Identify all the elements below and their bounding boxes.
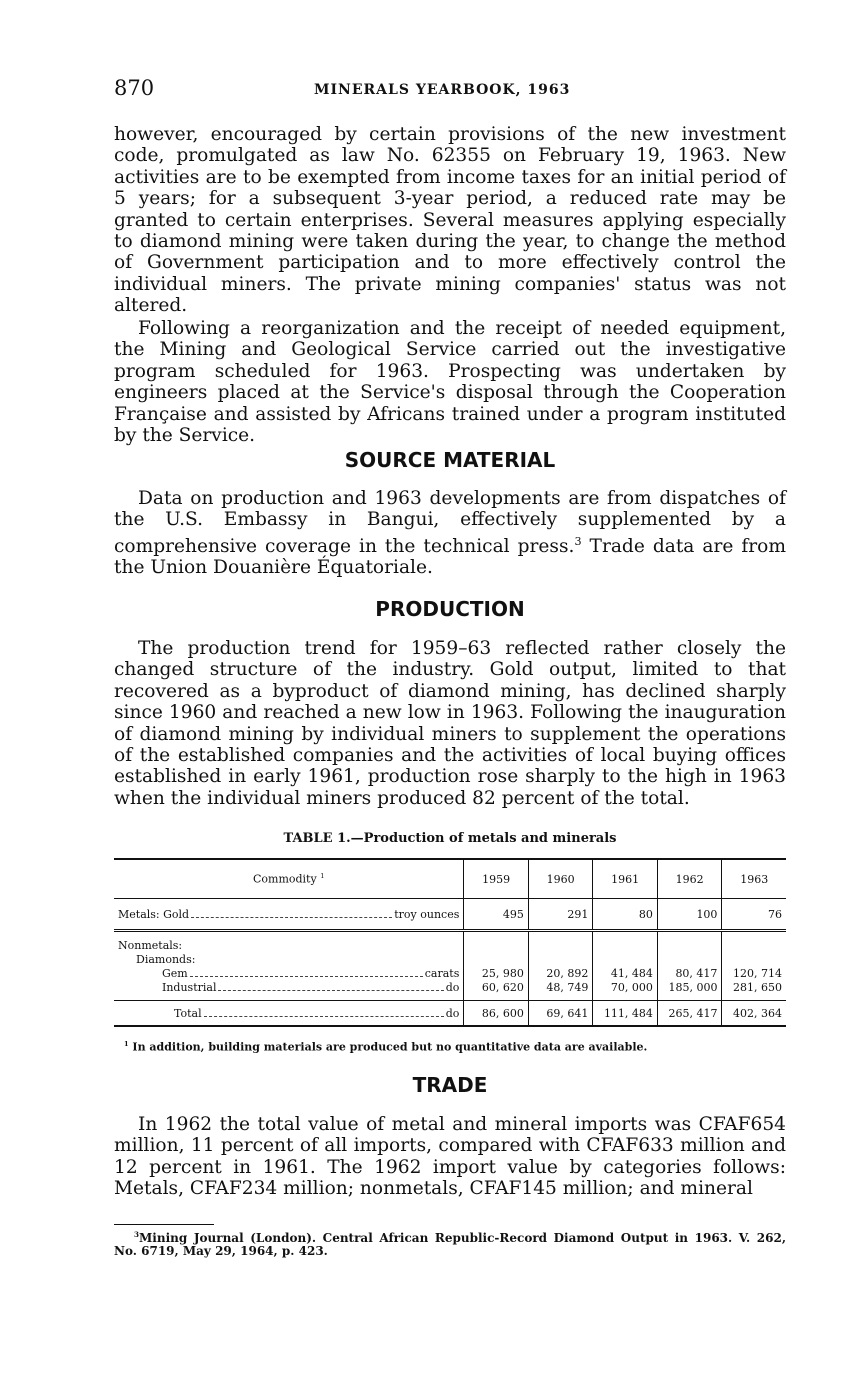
source-text-2: Trade data are from the Union Douanière Équatoriale. <box>114 536 786 579</box>
page-footnote: $^3$Mining Journal (London). Central African Republic-Record Diamond Output in 1963. V. 262, No. 6719, May 29, 1964, p. 423. <box>114 1230 786 1258</box>
paragraph-investment-code: however, encouraged by certain provisions of the new investment code, promulgated as law No. 62355 on February 19, 1963. New activities are to be exempted from income taxes for an initial period of 5 years; for a subsequent 3-year period, a reduced rate may be granted to certain enterprises. Several measures applying especially to diamond mining were taken during the year, to change the method of Government participation and to more effectively control the individual miners. The private mining companies' status was not altered. <box>114 124 786 317</box>
heading-production: PRODUCTION <box>375 597 525 621</box>
running-title: MINERALS YEARBOOK, 1963 <box>314 82 571 98</box>
paragraph-production: The production trend for 1959–63 reflected rather closely the changed structure of the industry. Gold output, limited to that recovered as a byproduct of diamond mining, has declined sharply since 1960 and reached a new low in 1963. Following the inauguration of diamond mining by individual miners to supplement the operations of the established companies and the activities of local buying offices established in early 1961, production rose sharply to the high in 1963 when the individual miners produced 82 percent of the total. <box>114 638 786 809</box>
page-number: 870 <box>114 76 155 100</box>
paragraph-mining-service: Following a reorganization and the receipt of needed equipment, the Mining and Geological Service carried out the investigative program scheduled for 1963. Prospecting was undertaken by engineers placed at the Service's disposal through the Cooperation Française and assisted by Africans trained under a program instituted by the Service. <box>114 318 786 447</box>
year-header: 1960 <box>528 859 593 899</box>
heading-source-material: SOURCE MATERIAL <box>344 448 556 472</box>
paragraph-source-material <box>114 488 786 579</box>
table-footnote: $^1$ In addition, building materials are produced but no quantitative data are available. <box>124 1040 648 1054</box>
year-header: 1959 <box>464 859 529 899</box>
year-header: 1961 <box>593 859 658 899</box>
table-row: Diamonds: <box>114 952 786 966</box>
paragraph-trade: In 1962 the total value of metal and mineral imports was CFAF654 million, 11 percent of all imports, compared with CFAF633 million and 12 percent in 1961. The 1962 import value by categories follows: Metals, CFAF234 million; nonmetals, CFAF145 million; and mineral <box>114 1114 786 1200</box>
table-row-total: Total do 86, 600 69, 641 111, 484 265, 417 402, 364 <box>114 1001 786 1027</box>
source-text-1: Data on production and 1963 developments are from dispatches of the U.S. Embassy in Bangui, effectively supplemented by a comprehensive coverage in the technical press. <box>114 488 786 557</box>
year-header: 1963 <box>722 859 786 899</box>
table-header-row <box>114 859 786 899</box>
heading-trade: TRADE <box>412 1073 488 1097</box>
production-table <box>114 858 786 1027</box>
table-row: Industrial do 60, 620 48, 749 70, 000 185, 000 281, 650 <box>114 980 786 1001</box>
year-header: 1962 <box>657 859 722 899</box>
table-row: Gem carats 25, 980 20, 892 41, 484 80, 417 120, 714 <box>114 966 786 980</box>
page-header <box>114 76 786 106</box>
table-caption: TABLE 1.—Production of metals and minerals <box>283 831 617 846</box>
footnote-ref-3: 3 <box>574 534 582 548</box>
table-row: Nonmetals: <box>114 931 786 953</box>
footnote-divider <box>114 1224 214 1225</box>
table-row: Metals: Gold troy ounces 495 291 80 100 76 <box>114 899 786 931</box>
commodity-header: Commodity $^1$ <box>114 859 464 899</box>
